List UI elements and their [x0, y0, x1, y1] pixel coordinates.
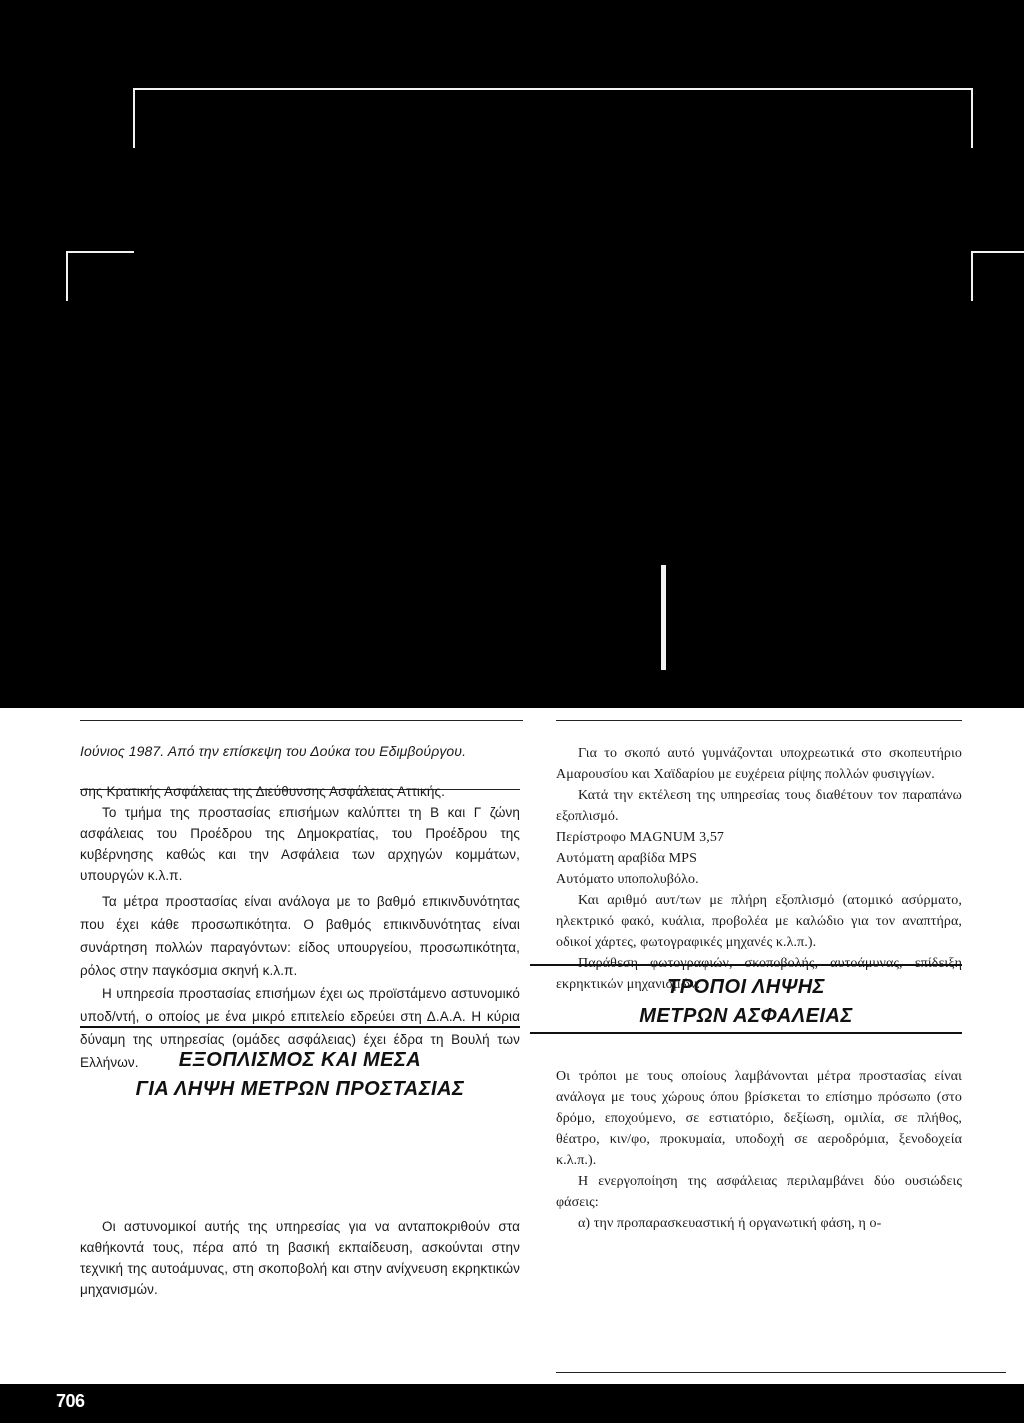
right-top-rule — [556, 720, 962, 721]
equipment-item-1: Περίστροφο MAGNUM 3,57 — [556, 830, 725, 845]
right-paragraph-3: Και αριθμό αυτ/των με πλήρη εξοπλισμό (ατομικό ασύρματο, ηλεκτρικό φακό, κυάλια, προβολέα με καλώδιο για τον αναπτήρα, οδικοί χάρτες, φωτογραφικές μηχανές κ.λ.π.). — [556, 893, 962, 950]
equipment-item-3: Αυτόματο υποπολυβόλο. — [556, 872, 699, 887]
footer-bar — [0, 1384, 1024, 1423]
left-heading-rule — [80, 1026, 520, 1028]
bottom-right-rule — [556, 1372, 1006, 1373]
page-number: 706 — [56, 1391, 85, 1411]
right-section-heading — [530, 973, 962, 1031]
left-column — [80, 742, 520, 1074]
right-paragraph-4: εκρηκτικών μηχανισμών. — [556, 977, 701, 992]
photograph — [0, 0, 1024, 708]
photo-caption: Ιούνιος 1987. Από την επίσκεψη του Δούκα του Εδιμβούργου. — [80, 743, 467, 759]
equipment-item-2: Αυτόματη αραβίδα MPS — [556, 851, 697, 866]
right-section-paragraph-3: α) την προπαρασκευαστική ή οργανωτική φάση, η ο- — [578, 1216, 882, 1231]
right-section-text — [556, 1066, 962, 1234]
right-paragraph-2: Κατά την εκτέλεση της υπηρεσίας τους διαθέτουν τον παραπάνω εξοπλισμό. — [556, 788, 962, 824]
left-section-paragraph: Οι αστυνομικοί αυτής της υπηρεσίας για να ανταποκριθούν στα καθήκοντά τους, πέρα από τη βασική εκπαίδευση, ασκούνται στην τεχνική της αυτοάμυνας, στη σκοποβολή και στην ανίχνευση εκρηκτικών μηχανισμών. — [80, 1219, 520, 1297]
left-paragraph-1: σης Κρατικής Ασφάλειας της Διεύθυνσης Ασφάλειας Αττικής. — [80, 784, 445, 799]
right-section-paragraph-2: Η ενεργοποίηση της ασφάλειας περιλαμβάνει δύο ουσιώδεις φάσεις: — [556, 1174, 962, 1210]
left-section-text — [80, 1216, 520, 1300]
right-heading-rule-bottom — [530, 1032, 962, 1034]
right-column — [556, 743, 962, 995]
right-heading-line-2: ΜΕΤΡΩΝ ΑΣΦΑΛΕΙΑΣ — [639, 1005, 853, 1027]
left-heading-line-2: ΓΙΑ ΛΗΨΗ ΜΕΤΡΩΝ ΠΡΟΣΤΑΣΙΑΣ — [135, 1078, 465, 1100]
left-paragraph-4: Η υπηρεσία προστασίας επισήμων έχει ως προϊστάμενο αστυνομικό υποδ/ντή, ο οποίος με ένα μικρό επιτελείο εδρεύει στη Δ.Α.Α. Η κύρια δύναμη της υπηρεσίας (ομάδες ασφάλειας) έχει έδρα τη Βουλή των Ελλήνων. — [80, 986, 520, 1070]
left-heading-line-1: ΕΞΟΠΛΙΣΜΟΣ ΚΑΙ ΜΕΣΑ — [178, 1049, 422, 1071]
left-paragraph-2: Το τμήμα της προστασίας επισήμων καλύπτει τη Β και Γ ζώνη ασφάλειας του Προέδρου της Δημοκρατίας, του Προέδρου της κυβέρνησης καθώς και την Ασφάλεια των αρχηγών κομμάτων, υπουργών κ.λ.π. — [80, 805, 520, 883]
left-section-heading — [80, 1046, 520, 1104]
left-paragraph-3: Τα μέτρα προστασίας είναι ανάλογα με το βαθμό επικινδυνότητας που έχει κάθε προσωπικότητα. Ο βαθμός επικινδυνότητας είναι συνάρτηση πολλών παραγόντων: είδος υπουργείου, προσωπικότητα, ρόλος στην παγκόσμια σκηνή κ.λ.π. — [80, 894, 520, 978]
caption-top-rule — [80, 720, 523, 721]
right-section-paragraph-1: Οι τρόποι με τους οποίους λαμβάνονται μέτρα προστασίας είναι ανάλογα με τους χώρους όπου βρίσκεται το επίσημο πρόσωπο (στο δρόμο, εποχούμενο, σε εστιατόριο, δεξίωση, ομιλία, σε πλήθος, θέατρο, κιν/φο, προκυμαία, υποδοχή σε αεροδρόμια, ξενοδοχεία κ.λ.π.). — [556, 1069, 962, 1168]
right-paragraph-1: Για το σκοπό αυτό γυμνάζονται υποχρεωτικά στο σκοπευτήριο Αμαρουσίου και Χαϊδαρίου με ευχέρεια ρίψης πολλών φυσιγγίων. — [556, 746, 962, 782]
right-heading-line-1: ΤΡΟΠΟΙ ΛΗΨΗΣ — [666, 976, 825, 998]
right-heading-rule-top — [530, 964, 962, 966]
